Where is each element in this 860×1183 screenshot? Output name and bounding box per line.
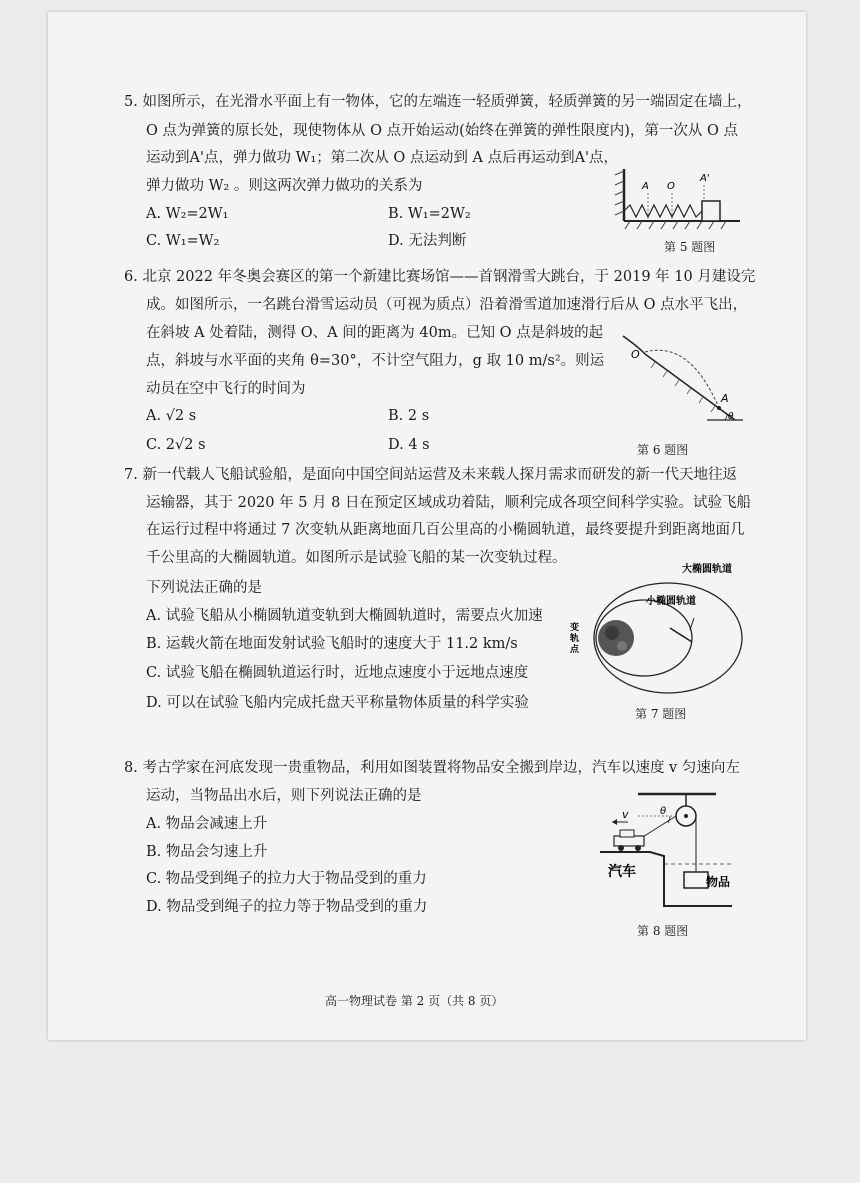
q6-option-a: A. √2 s bbox=[146, 408, 197, 424]
q7-big-orbit-label: 大椭圆轨道 bbox=[682, 564, 732, 575]
q7-line-3: 在运行过程中将通过 7 次变轨从距离地面几百公里高的小椭圆轨道，最终要提升到距离地面几 bbox=[146, 522, 745, 538]
q7-small-orbit-label: 小椭圆轨道 bbox=[646, 596, 696, 607]
q5-line-3: 运动到A'点，弹力做功 W₁；第二次从 O 点运动到 A 点后再运动到A'点， bbox=[146, 150, 619, 166]
q5-option-c: C. W₁=W₂ bbox=[146, 233, 220, 249]
q7-line-2: 运输器，其于 2020 年 5 月 8 日在预定区域成功着陆，顺利完成各项空间科学实验。试验飞船 bbox=[146, 495, 752, 511]
q6-line-3: 在斜坡 A 处着陆，测得 O、A 间的距离为 40m。已知 O 点是斜坡的起 bbox=[146, 325, 604, 341]
q7-option-d: D. 可以在试验飞船内完成托盘天平称量物体质量的科学实验 bbox=[146, 695, 529, 711]
q5-option-a: A. W₂=2W₁ bbox=[146, 206, 229, 222]
q6-option-b: B. 2 s bbox=[388, 408, 430, 424]
q7-transfer-point-label: 变轨点 bbox=[570, 623, 580, 655]
q6-caption: 第 6 题图 bbox=[637, 443, 689, 457]
q5-option-d: D. 无法判断 bbox=[388, 233, 467, 249]
q5-line-1: 5. 如图所示，在光滑水平面上有一物体，它的左端连一轻质弹簧，轻质弹簧的另一端固定在墙上， bbox=[124, 94, 752, 110]
q8-line-1: 8. 考古学家在河底发现一贵重物品，利用如图装置将物品安全搬到岸边，汽车以速度 v 匀速向左 bbox=[124, 760, 740, 776]
q5-label-o: O bbox=[667, 181, 675, 192]
q8-pulley-figure bbox=[598, 788, 738, 913]
q6-label-theta: θ bbox=[728, 412, 734, 422]
q6-line-2: 成。如图所示，一名跳台滑雪运动员（可视为质点）沿着滑雪道加速滑行后从 O 点水平飞出， bbox=[146, 297, 748, 313]
q7-line-4: 千公里高的大椭圆轨道。如图所示是试验飞船的某一次变轨过程。 bbox=[146, 550, 567, 566]
q5-caption: 第 5 题图 bbox=[664, 240, 716, 254]
q5-label-a-prime: A' bbox=[700, 173, 710, 184]
q6-line-5: 动员在空中飞行的时间为 bbox=[146, 381, 306, 397]
q8-option-d: D. 物品受到绳子的拉力等于物品受到的重力 bbox=[146, 899, 428, 915]
q6-label-a: A bbox=[721, 392, 729, 405]
q7-option-c: C. 试验飞船在椭圆轨道运行时，近地点速度小于远地点速度 bbox=[146, 665, 529, 681]
q5-spring-figure bbox=[610, 163, 750, 233]
q5-line-4: 弹力做功 W₂ 。则这两次弹力做功的关系为 bbox=[146, 178, 423, 194]
q5-line-2: O 点为弹簧的原长处，现使物体从 O 点开始运动(始终在弹簧的弹性限度内)，第一次从 O 点 bbox=[146, 123, 739, 139]
q8-line-2: 运动，当物品出水后，则下列说法正确的是 bbox=[146, 788, 422, 804]
q8-option-b: B. 物品会匀速上升 bbox=[146, 844, 268, 860]
q6-option-c: C. 2√2 s bbox=[146, 437, 206, 453]
q7-line-1: 7. 新一代载人飞船试验船，是面向中国空间站运营及未来载人探月需求而研发的新一代天地往返 bbox=[124, 467, 737, 483]
q8-label-theta: θ bbox=[660, 806, 667, 817]
q5-option-b: B. W₁=2W₂ bbox=[388, 206, 471, 222]
q7-line-5: 下列说法正确的是 bbox=[146, 580, 262, 596]
q7-option-a: A. 试验飞船从小椭圆轨道变轨到大椭圆轨道时，需要点火加速 bbox=[146, 608, 543, 624]
page-footer: 高一物理试卷 第 2 页（共 8 页） bbox=[325, 994, 504, 1008]
q8-option-c: C. 物品受到绳子的拉力大于物品受到的重力 bbox=[146, 871, 427, 887]
q6-label-o: O bbox=[631, 348, 640, 361]
q5-label-a: A bbox=[642, 181, 649, 192]
q8-car-label: 汽车 bbox=[608, 864, 636, 880]
q8-option-a: A. 物品会减速上升 bbox=[146, 816, 268, 832]
q6-ski-slope-figure bbox=[615, 328, 750, 428]
q6-line-4: 点，斜坡与水平面的夹角 θ=30°，不计空气阻力，g 取 10 m/s²。则运 bbox=[146, 353, 605, 369]
q7-option-b: B. 运载火箭在地面发射试验飞船时的速度大于 11.2 km/s bbox=[146, 636, 518, 652]
q8-label-v: v bbox=[622, 808, 629, 821]
q8-caption: 第 8 题图 bbox=[637, 924, 689, 938]
q6-line-1: 6. 北京 2022 年冬奥会赛区的第一个新建比赛场馆——首钢滑雪大跳台，于 2019 年 10 月建设完 bbox=[124, 269, 756, 285]
q7-caption: 第 7 题图 bbox=[635, 707, 687, 721]
q6-option-d: D. 4 s bbox=[388, 437, 430, 453]
q8-item-label: 物品 bbox=[706, 875, 731, 889]
q7-orbit-figure bbox=[570, 560, 750, 705]
